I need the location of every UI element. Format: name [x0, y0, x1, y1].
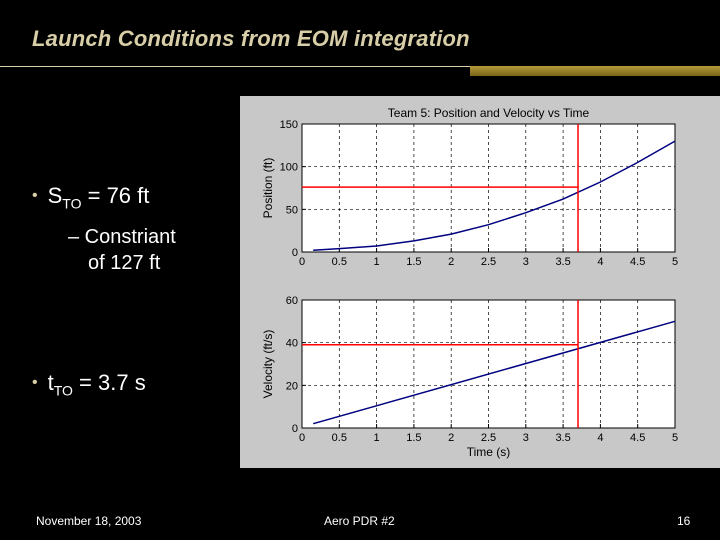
bullet-takeoff-time-symbol: t	[47, 370, 54, 395]
bullet-dot: •	[32, 187, 38, 204]
footer-center: Aero PDR #2	[324, 514, 395, 528]
y-tick-label: 0	[291, 247, 298, 259]
x-tick-label: 3	[522, 432, 529, 444]
bullet-takeoff-time-subscript: TO	[53, 382, 73, 399]
x-tick-label: 3.5	[555, 432, 571, 444]
x-tick-label: 5	[671, 256, 679, 268]
y-tick-label: 50	[285, 204, 298, 217]
footer-date: November 18, 2003	[36, 514, 142, 528]
footer-page-number: 16	[677, 514, 691, 528]
x-tick-label: 1.5	[406, 256, 422, 268]
y-axis-label: Position (ft)	[261, 157, 275, 219]
slide-title: Launch Conditions from EOM integration	[32, 26, 470, 51]
y-axis-label: Velocity (ft/s)	[261, 329, 275, 399]
y-tick-label: 150	[279, 119, 298, 131]
x-tick-label: 4	[597, 256, 604, 268]
subbullet-constraint-line1: – Constriant	[68, 226, 176, 248]
bullet-takeoff-distance-symbol: S	[47, 183, 63, 208]
x-tick-label: 0	[298, 432, 306, 444]
bullet-takeoff-time	[32, 370, 146, 398]
x-tick-label: 0.5	[331, 432, 347, 444]
x-tick-label: 2	[448, 432, 455, 444]
x-tick-label: 2	[448, 256, 455, 268]
y-tick-label: 40	[285, 337, 298, 350]
x-tick-label: 2.5	[480, 432, 497, 444]
bullet-takeoff-distance-subscript: TO	[62, 195, 82, 212]
x-tick-label: 0.5	[331, 256, 347, 268]
y-tick-label: 100	[279, 161, 298, 174]
y-tick-label: 20	[285, 380, 298, 393]
x-tick-label: 1.5	[406, 432, 422, 444]
x-tick-label: 1	[373, 432, 380, 444]
bullet-takeoff-distance	[32, 183, 149, 211]
y-tick-label: 0	[291, 423, 298, 435]
bullet-dot: •	[32, 374, 38, 391]
x-tick-label: 3	[522, 256, 529, 268]
x-tick-label: 2.5	[480, 256, 497, 268]
title-accent-bar	[470, 66, 720, 76]
x-tick-label: 4	[597, 432, 604, 444]
x-tick-label: 4.5	[630, 432, 646, 444]
x-tick-label: 1	[373, 256, 380, 268]
bullet-takeoff-time-value: = 3.7 s	[72, 370, 146, 395]
x-tick-label: 3.5	[555, 256, 571, 268]
subplot-1	[261, 106, 678, 268]
subbullet-constraint-line2: of 127 ft	[88, 252, 161, 274]
chart-svg	[240, 96, 720, 468]
x-axis-label: Time (s)	[466, 445, 511, 459]
x-tick-label: 0	[298, 256, 306, 268]
x-tick-label: 5	[671, 432, 679, 444]
subbullet-constraint	[68, 224, 176, 276]
chart-figure	[240, 96, 720, 468]
bullet-takeoff-distance-value: = 76 ft	[81, 183, 150, 208]
chart-title: Team 5: Position and Velocity vs Time	[387, 106, 590, 120]
y-tick-label: 60	[285, 295, 298, 307]
x-tick-label: 4.5	[630, 256, 646, 268]
